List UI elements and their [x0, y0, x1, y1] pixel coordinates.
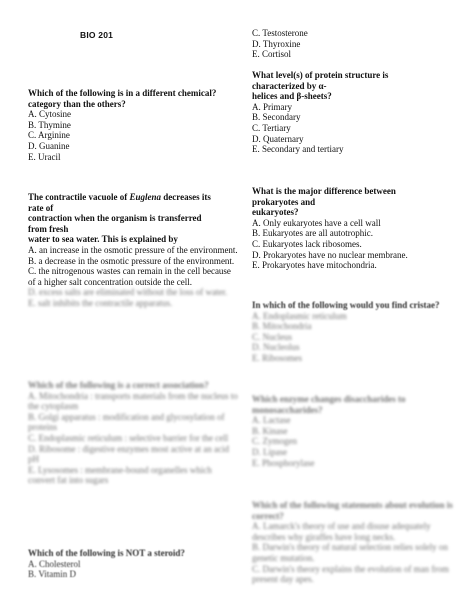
option-c: C. Nucleus: [252, 331, 292, 342]
question-continued: [252, 28, 464, 60]
option-c: C. Darwin's theory explains the evolution of man from present day apes.: [252, 563, 449, 585]
option-d: D. Lipase: [252, 446, 287, 457]
option-d: D. Quaternary: [252, 133, 304, 144]
option-d: D. excess salts are eliminated without the loss of water.: [28, 287, 228, 298]
question-2: [28, 192, 240, 309]
option-b: B. Kinase: [252, 425, 288, 436]
question-text: What level(s) of protein structure is characterized by α- helices and β-sheets?: [252, 70, 389, 102]
option-b: B. Mitochondria: [252, 321, 312, 332]
option-c: C. Tertiary: [252, 122, 291, 133]
option-a: A. Only eukaryotes have a cell wall: [252, 217, 381, 228]
question-text: What is the major difference between prokaryotes and eukaryotes?: [252, 186, 396, 218]
option-e: E. Prokaryotes have mitochondria.: [252, 260, 377, 271]
option-b: B. Darwin's theory of natural selection relies solely on genetic mutation.: [252, 542, 448, 563]
option-b: B. Secondary: [252, 112, 301, 123]
question-4: [28, 548, 240, 580]
question-8: [252, 394, 464, 468]
option-a: A. Primary: [252, 101, 292, 112]
option-c: C. Endoplasmic reticulum : selective barrier for the cell: [28, 432, 229, 443]
question-text: In which of the following would you find cristae?: [252, 300, 440, 310]
option-b: B. Thymine: [28, 119, 71, 130]
option-d: D. Prokaryotes have no nuclear membrane.: [252, 249, 408, 260]
option-a: A. Mitochondria : transports materials from the nucleus to the cytoplasm: [28, 390, 238, 412]
question-1: [28, 88, 240, 162]
option-e: E. Ribosomes: [252, 352, 303, 363]
option-d: D. Nucleolus: [252, 342, 300, 353]
question-text: Which enzyme changes disaccharides to monosaccharides?: [252, 394, 406, 415]
option-e: E. Uracil: [28, 151, 61, 162]
option-c: C. Zymogen: [252, 436, 297, 447]
question-text: Which of the following is NOT a steroid?: [28, 548, 185, 558]
question-text: Which of the following is in a different chemical? category than the others?: [28, 88, 217, 109]
option-e: E. salt inhibits the contractile apparatus.: [28, 297, 173, 308]
question-text: Which of the following statements about evolution is correct?: [252, 500, 453, 521]
question-3: [28, 380, 240, 486]
option-a: A. Cytosine: [28, 109, 72, 120]
question-text: The contractile vacuole of Euglena decreases its rate of contraction when the organism is transferred from fresh water to sea water. This is explained by: [28, 192, 211, 245]
option-b: B. Golgi apparatus : modification and glycosylation of proteins: [28, 411, 225, 433]
option-e: E. Cortisol: [252, 49, 292, 60]
option-a: A. Lamarck's theory of use and disuse adequately describes why giraffes have long necks.: [252, 521, 431, 542]
question-5: [252, 70, 464, 155]
option-c: C. Eukaryotes lack ribosomes.: [252, 238, 362, 249]
question-9: [252, 500, 464, 585]
option-c: C. Arginine: [28, 130, 70, 141]
option-b: B. Vitamin D: [28, 569, 77, 580]
option-d: D. Thyroxine: [252, 38, 301, 49]
option-e: E. Lysosomes : membrane-bound organelles which convert fat into sugars: [28, 464, 212, 486]
option-c: C. the nitrogenous wastes can remain in the cell because of a higher salt concentration outside the cell.: [28, 266, 231, 287]
option-a: A. Cholesterol: [28, 558, 81, 569]
question-6: [252, 186, 464, 271]
option-a: A. an increase in the osmotic pressure of the environment.: [28, 244, 238, 255]
question-7: [252, 300, 464, 364]
option-d: D. Ribosome : digestive enzymes most active at an acid pH: [28, 443, 229, 465]
option-d: D. Guanine: [28, 140, 70, 151]
option-a: A. Lactase: [252, 415, 291, 426]
option-b: B. Eukaryotes are all autotrophic.: [252, 228, 373, 239]
document-title: BIO 201: [80, 30, 114, 40]
option-a: A. Endoplasmic reticulum: [252, 310, 347, 321]
option-c: C. Testosterone: [252, 28, 308, 38]
question-text: Which of the following is a correct association?: [28, 380, 209, 390]
option-b: B. a decrease in the osmotic pressure of the environment.: [28, 255, 235, 266]
option-e: E. Secondary and tertiary: [252, 144, 344, 155]
option-e: E. Phosphorylase: [252, 457, 315, 468]
